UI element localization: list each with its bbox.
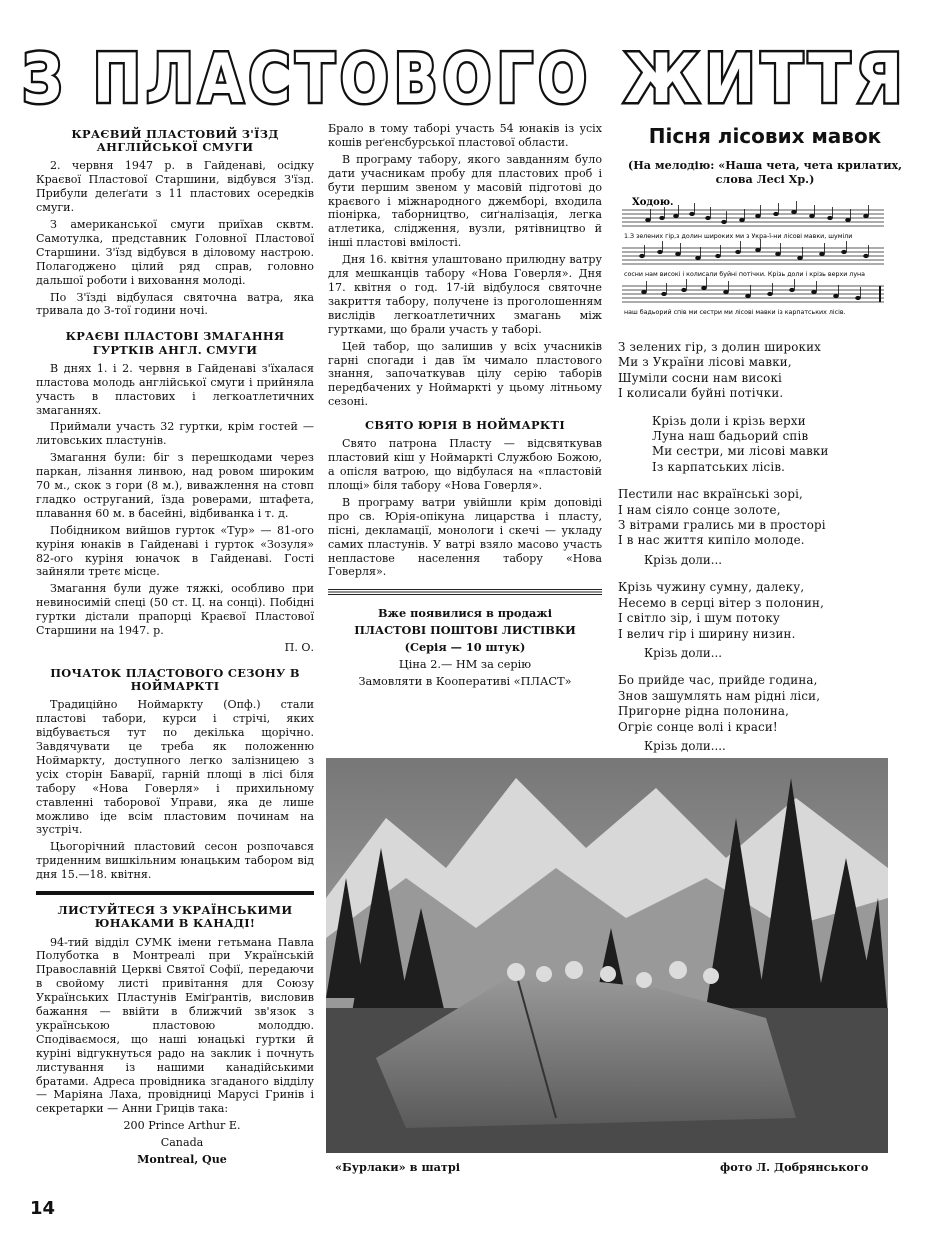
paragraph: В програму табору, якого завданням було дати учасникам пробу для пластових проб і бути першим звеном у масовій підготові до краєвого і міжнародного джемборі, входила піонірка, таборництво, сиґналізація, легка атлетика, слідження, вузли, рятівництво й інші пластові вмілості. xyxy=(328,152,602,250)
paragraph: Брало в тому таборі участь 54 юнаків із усіх кошів реґенсбурської пластової области. xyxy=(328,122,602,149)
music-lyric-line: сосни нам високі і колисали буйні потічки. Крізь доли і крізь верхи луна xyxy=(624,271,866,278)
column-right-song xyxy=(618,120,912,766)
article-title-st-george: СВЯТО ЮРІЯ В НОЙМАРКТІ xyxy=(365,418,565,433)
song-verse-2 xyxy=(618,487,912,549)
paragraph: 94-тий відділ СУМК імени гетьмана Павла Полуботка в Монтреалі при Українській Православній Церкві Святої Софії, передаючи в свойому листі привітання для Союзу Українських Пластунів Еміґрантів, висловив бажання — ввійти в ближчий зв'язок з українською пластовою молоддю. Сподіваємося, що наші юнацькі гуртки й куріні відгукнуться радо на заклик і почнуть листування із нашими канадійськими братами. Адреса провідника згаданого відділу — Маріяна Лаха, провідниці Марусі Гринів і секретарки — Анни Гриців така: xyxy=(36,935,314,1116)
song-refrain: Крізь доли... xyxy=(644,552,723,567)
paragraph: 2. червня 1947 р. в Гайденаві, осідку Краєвої Пластової Старшини, відбувся З'їзд. Прибули делеґати з 11 пластових осередків смуги. xyxy=(36,159,314,215)
paragraph: В програму ватри увійшли крім доповіді про св. Юрія-опікуна лицарства і пласту, пісні, декламації, монологи і скечі — укладу самих пластунів. У ватрі взяло масово участь непластове населення табору «Нова Говерля». xyxy=(328,495,602,579)
verse-line: Ми з України лісові мавки, xyxy=(618,355,792,370)
ad-price: Ціна 2.— НМ за серію xyxy=(398,658,532,672)
masthead-right-title: ЖИТТЯ xyxy=(624,40,908,112)
address-line: Canada xyxy=(160,1136,204,1150)
article-title-regional-competitions: КРАЄВІ ПЛАСТОВІ ЗМАГАННЯ ГУРТКІВ АНГЛ. СМУГИ xyxy=(65,329,285,357)
photo-caption: «Бурлаки» в шатрі xyxy=(335,1160,461,1174)
song-subtitle: (На мелодію: «Наша чета, чета крилатих, слова Лесі Хр.) xyxy=(627,158,903,186)
song-verse-3 xyxy=(618,580,912,642)
verse-line: І колисали буйні потічки. xyxy=(618,386,784,401)
paragraph: Цей табор, що залишив у всіх учасників гарні спогади і дав їм чимало пластового знання, започаткував цілу серію таборів передбачених у Ноймаркті у цьому літньому сезоні. xyxy=(328,339,602,409)
song-title: Пісня лісових мавок xyxy=(648,124,882,148)
song-chorus xyxy=(618,414,912,476)
notes-3 xyxy=(642,277,861,300)
verse-line: Знов зашумлять нам рідні ліси, xyxy=(618,688,821,703)
ad-headline: ПЛАСТОВІ ПОШТОВІ ЛИСТІВКИ xyxy=(354,623,576,638)
hatched-divider xyxy=(328,587,602,595)
verse-line: Огріє сонце волі і краси! xyxy=(618,719,778,734)
music-lyric-line: 1.З зелених гір,з долин широких ми з Укра-ї-ни лісові мавки, шуміли xyxy=(624,233,853,240)
paragraph: Цьогорічний пластовий сесон розпочався триденним вишкільним юнацьким табором від дня 15.—18. квітня. xyxy=(36,840,314,882)
verse-line: І світло зір, і шум потоку xyxy=(618,611,781,626)
verse-line: І велич гір і ширину низин. xyxy=(618,626,796,641)
music-lyric-line: наш бадьорий спів ми сестри ми лісові мавки із карпатських лісів. xyxy=(624,309,846,316)
verse-line: З вітрами грались ми в просторі xyxy=(618,518,826,533)
column-left xyxy=(36,122,314,1170)
author-signature: П. О. xyxy=(284,641,314,654)
song-refrain: Крізь доли... xyxy=(644,645,723,660)
article-title-regional-congress: КРАЄВИЙ ПЛАСТОВИЙ З'ЇЗД АНГЛІЙСЬКОЇ СМУГИ xyxy=(71,127,279,155)
verse-line: І нам сіяло сонце золоте, xyxy=(618,502,781,517)
article-title-season-start: ПОЧАТОК ПЛАСТОВОГО СЕЗОНУ В НОЙМАРКТІ xyxy=(50,665,300,694)
address-city: Montreal, Que xyxy=(137,1153,227,1167)
divider-rule xyxy=(36,891,314,895)
paragraph: В днях 1. і 2. червня в Гайденаві з'їхалася пластова молодь англійської смуги і прийняла участь в пластових і легкоатлетичних змаганнях. xyxy=(36,361,314,417)
photo-credit: фото Л. Добрянського xyxy=(720,1160,869,1174)
paragraph: Дня 16. квітня улаштовано прилюдну ватру для мешканців табору «Нова Говерля». Дня 17. квітня о год. 17-ій відбулося святочне закриття табору, получене із проголошенням вислідів легкоатлетичних змагань між гуртками, що брали участь у таборі. xyxy=(328,253,602,336)
paragraph: Свято патрона Пласту — відсвяткував пластовий кіш у Ноймаркті Службою Божою, а опісля ватрою, що відбулася на «пластовій площі» біля табору «Нова Говерля». xyxy=(328,437,602,493)
paragraph: З американської смуги приїхав сквтм. Самотулка, представник Головної Пластової Старшини. З'їзд відбувся в діловому настрою. Полагоджено цілий ряд справ, головно дальшої роботи і виховання молоді. xyxy=(36,218,314,287)
column-middle xyxy=(328,122,602,690)
verse-line: Із карпатських лісів. xyxy=(652,459,786,474)
verse-line: Ми сестри, ми лісові мавки xyxy=(652,444,829,459)
ad-order-info: Замовляти в Кооперативі «ПЛАСТ» xyxy=(358,675,572,689)
verse-line: Крізь чужину сумну, далеку, xyxy=(618,580,805,595)
song-refrain-end: Крізь доли.... xyxy=(644,738,726,753)
postcard-advertisement xyxy=(328,605,602,690)
ad-line: (Серія — 10 штук) xyxy=(404,640,526,655)
verse-line: І в нас життя кипіло молоде. xyxy=(618,533,805,548)
verse-line: Бо прийде час, прийде година, xyxy=(618,673,818,688)
verse-line: Луна наш бадьорий спів xyxy=(652,429,809,444)
paragraph: Традиційно Ноймаркту (Опф.) стали пластові табори, курси і стрічі, яких відбувається тут по декілька щорічно. Завдячувати це треба як положенню Ноймаркту, доступного легко залізницею з усіх сторін Баварії, гарній площі в лісі біля табору «Нова Говерля» і прихильному ставленні таборової Управи, яка де лише можливо іде всім пластовим починам на зустріч. xyxy=(36,698,314,837)
paragraph: Приймали участь 32 гуртки, крім гостей — литовських пластунів. xyxy=(36,420,314,448)
verse-line: Шуміли сосни нам високі xyxy=(618,370,783,385)
music-notation xyxy=(618,196,888,324)
page-number: 14 xyxy=(30,1198,56,1219)
song-verse-1 xyxy=(618,340,912,402)
article-title-canada-correspondence: ЛИСТУЙТЕСЯ З УКРАЇНСЬКИМИ ЮНАКАМИ В КАНАДІ! xyxy=(57,903,293,931)
masthead xyxy=(18,30,913,112)
verse-line: Несемо в серці вітер з полонин, xyxy=(618,595,825,610)
paragraph: Змагання були дуже тяжкі, особливо при невиносимій спеці (50 ст. Ц. на сонці). Побідні гуртки дістали прапорці Краєвої Пластової Старшини на 1947. р. xyxy=(36,582,314,638)
verse-line: З зелених гір, з долин широких xyxy=(618,340,822,354)
address-line: 200 Prince Arthur E. xyxy=(123,1119,241,1133)
verse-line: Крізь доли і крізь верхи xyxy=(652,413,806,428)
notes-1 xyxy=(646,201,869,224)
paragraph: Змагання були: біг з перешкодами через паркан, лізання линвою, над ровом широким 70 м., скок з гори (8 м.), виважлення на стовп гладко оструганий, їзда роверами, штафета, плавання 60 м. в басейні, відбиванка і т. д. xyxy=(36,451,314,520)
song-verse-4 xyxy=(618,673,912,735)
tempo-marking: Ходою. xyxy=(632,197,674,208)
address-line xyxy=(36,1153,314,1167)
photo-scouts-in-tent xyxy=(326,758,888,1153)
ad-line: Вже появилися в продажі xyxy=(378,606,552,621)
masthead-left-title: З ПЛАСТОВОГО xyxy=(22,40,592,112)
verse-line: Пестили нас вкраїнські зорі, xyxy=(618,487,803,502)
verse-line: Пригорне рідна полонина, xyxy=(618,704,790,719)
notes-2 xyxy=(640,239,869,260)
paragraph: Побідником вийшов гурток «Тур» — 81-ого куріня юнаків в Гайденаві і гурток «Зозуля» 82-ого куріня юначок в Гайденаві. Гості зайняли третє місце. xyxy=(36,523,314,579)
paragraph: По З'їзді відбулася святочна ватра, яка тривала до 3-тої години ночі. xyxy=(36,290,314,318)
